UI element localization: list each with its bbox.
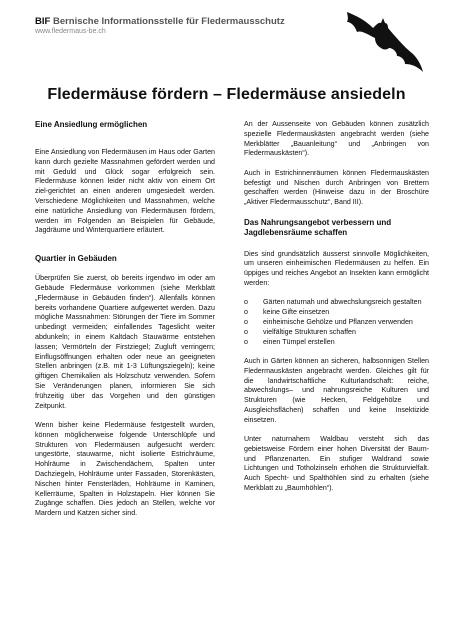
- paragraph: Auch in Estrichinnenräumen können Fledermauskästen befestigt und Nischen durch Anbringen von Brettern geschaffen werden (Hinweise dazu in der Broschüre „Aktiver Fledermausschutz“, Band III).: [244, 168, 429, 207]
- page-title: Fledermäuse fördern – Fledermäuse ansiedeln: [47, 86, 406, 103]
- section-heading-quartier: Quartier in Gebäuden: [35, 254, 117, 264]
- org-abbreviation: BIF: [35, 16, 51, 27]
- bat-icon: [343, 6, 425, 76]
- org-name: Bernische Informationsstelle für Fledermausschutz: [52, 16, 285, 27]
- list-item: o vielfältige Strukturen schaffen: [244, 327, 356, 336]
- website-url[interactable]: www.fledermaus-be.ch: [35, 28, 106, 35]
- paragraph: An der Aussenseite von Gebäuden können zusätzlich spezielle Fledermauskästen angebracht werden (siehe Merkblätter „Bauanleitung“ und „Anbringen von Fledermauskästen“).: [244, 120, 429, 158]
- list-item: o einen Tümpel erstellen: [244, 337, 335, 346]
- paragraph: Eine Ansiedlung von Fledermäusen im Haus oder Garten kann durch gezielte Massnahmen gefördert werden und mit Geduld und Glück sogar erfolgreich sein. Fledermäuse können leider nicht aktiv von einem Ort ziel-gerichtet an einen anderen umgesiedelt werden. Verschiedene Möglichkeiten und Massnahmen, welche eine natürliche Ansiedlung von Fledermäusen fördern, werden im Folgenden an Beispielen für Gebäude, Jagdräume und Winterquartiere erläutert.: [35, 148, 215, 235]
- measures-list: [244, 298, 429, 347]
- section-heading-nahrungsangebot: Das Nahrungsangebot verbessern und Jagdlebensräume schaffen: [244, 217, 392, 237]
- document-header: [35, 16, 335, 35]
- paragraph: Unter naturnahem Waldbau versteht sich das gebietsweise Fördern einer hohen Diversität der Baum- und Pflanzenarten. Ein stufiger Waldrand sowie Lichtungen und Totholzinseln erhöhen die Strukturvielfalt. Auch Specht- und Spalthöhlen sind zu erhalten (siehe Merkblatt zu „Baumhöhlen“).: [244, 435, 429, 493]
- list-item: o keine Gifte einsetzen: [244, 308, 330, 317]
- paragraph: Auch in Gärten können an sicheren, halbsonnigen Stellen Fledermauskästen angebracht werden. Gleiches gilt für die landwirtschaftliche Kulturlandschaft: reiche, abwechslungs– und nahrungsreiche Kulturen und Strukturen (wie Hecken, Feldgehölze und Ausgleichsflächen) schaffen und keine Insektizide einsetzen.: [244, 356, 429, 424]
- bullet-marker: o: [244, 337, 248, 346]
- paragraph: Dies sind grundsätzlich äusserst sinnvolle Möglichkeiten, um unseren einheimischen Fledermäusen zu helfen. Ein üppiges und reiches Angebot an Insekten kann ermöglicht werden:: [244, 249, 429, 287]
- bullet-marker: o: [244, 317, 248, 326]
- section-heading-ansiedlung: Eine Ansiedlung ermöglichen: [35, 120, 148, 129]
- list-item: o Gärten naturnah und abwechslungsreich gestalten: [244, 298, 422, 307]
- paragraph: Wenn bisher keine Fledermäuse festgestellt wurden, können möglicherweise folgende Unterschlüpfe und Strukturen von Fledermäusen aufgesucht werden: ungestörte, stauwarme, nicht isolierte Estrichräume, Hohlräume in Zwischendächern, Spalten unter Dachziegeln, Hohlräume unter Fassaden, Storenkästen, Nischen hinter Fensterläden, Hohlräume in Kaminen, Kellerräume, Spalten in Holzstapeln. Hier können Sie Zugänge schaffen. Dies jedoch an Stellen, welche vor Mardern und Katzen sicher sind.: [35, 420, 215, 518]
- right-column: [244, 120, 429, 503]
- bullet-marker: o: [244, 308, 248, 317]
- bullet-marker: o: [244, 298, 248, 307]
- organization-line: [35, 16, 335, 27]
- paragraph: Überprüfen Sie zuerst, ob bereits irgendwo im oder am Gebäude Fledermäuse vorkommen (siehe Merkblatt „Fledermäuse in Gebäuden finden“). Allenfalls können bereits vorhandene Quartiere aufgewertet werden. Dazu mögliche Massnahmen: Störungen der Tiere im Sommer unbedingt vermeiden; einfallendes Tageslicht weiter abdunkeln; in einem Kaltdach Stauwärme entstehen lassen; Vermörteln der Firstziegel; Zugluft verringern; Einflugsöffnungen erhalten oder neue an geeigneten Stellen anbringen (z.B. mit 1-3 Lüftungsziegeln); keine giftigen Chemikalien als Holzschutz verwenden. Sofern Sie Veränderungen planen, informieren Sie sich frühzeitig über das Vorgehen und den günstigen Zeitpunkt.: [35, 274, 215, 410]
- bullet-marker: o: [244, 327, 248, 336]
- list-item: o einheimische Gehölze und Pflanzen verwenden: [244, 317, 413, 326]
- left-column: [35, 120, 215, 528]
